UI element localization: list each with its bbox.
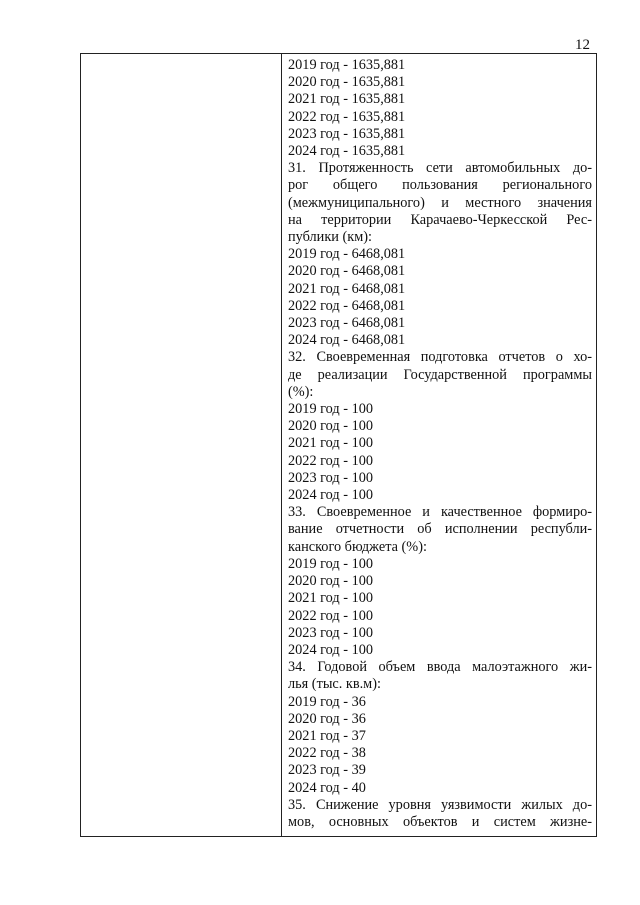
text-line: 2020 год - 36	[288, 710, 366, 727]
text-line: 2021 год - 6468,081	[288, 280, 406, 297]
text-line: де реализации Государственной программы	[288, 366, 592, 383]
text-line: 2019 год - 100	[288, 555, 374, 572]
text-line: 2023 год - 6468,081	[288, 315, 406, 332]
text-line: 2021 год - 100	[288, 435, 374, 452]
text-line: 2019 год - 36	[288, 693, 366, 710]
text-line: 2019 год - 6468,081	[288, 246, 406, 263]
text-line: 2024 год - 100	[288, 487, 374, 504]
table-right-column	[282, 54, 596, 836]
text-line: 2023 год - 1635,881	[288, 125, 406, 142]
text-line: 2022 год - 100	[288, 607, 374, 624]
text-line: мов, основных объектов и систем жизне-	[288, 813, 592, 830]
text-line: 2024 год - 1635,881	[288, 143, 406, 160]
text-line: 2019 год - 100	[288, 401, 374, 418]
text-line: 2021 год - 1635,881	[288, 91, 406, 108]
text-line: 31. Протяженность сети автомобильных до-	[288, 160, 592, 177]
text-line: 2020 год - 6468,081	[288, 263, 406, 280]
text-line: вание отчетности об исполнении республи-	[288, 521, 592, 538]
text-line: (межмуниципального) и местного значения	[288, 194, 592, 211]
text-line: 2023 год - 39	[288, 762, 366, 779]
text-line: 2022 год - 6468,081	[288, 297, 406, 314]
table-left-column	[81, 54, 282, 836]
text-line: рог общего пользования регионального	[288, 177, 592, 194]
text-line: 2023 год - 100	[288, 624, 374, 641]
text-line: публики (км):	[288, 229, 372, 246]
text-line: 2020 год - 100	[288, 573, 374, 590]
text-line: на территории Карачаево-Черкесской Рес-	[288, 211, 592, 228]
text-line: 35. Снижение уровня уязвимости жилых до-	[288, 796, 592, 813]
text-line: 2021 год - 37	[288, 727, 366, 744]
text-line: лья (тыс. кв.м):	[288, 676, 381, 693]
text-line: 2024 год - 40	[288, 779, 366, 796]
text-line: (%):	[288, 383, 314, 400]
text-line: канского бюджета (%):	[288, 538, 427, 555]
text-line: 2023 год - 100	[288, 469, 374, 486]
text-line: 2019 год - 1635,881	[288, 57, 406, 73]
text-line: 2022 год - 1635,881	[288, 108, 406, 125]
text-line: 2022 год - 38	[288, 745, 366, 762]
text-line: 2020 год - 100	[288, 418, 374, 435]
text-line: 2021 год - 100	[288, 590, 374, 607]
text-line: 2024 год - 100	[288, 641, 374, 658]
page-number: 12	[575, 37, 590, 53]
text-line: 33. Своевременное и качественное формиро-	[288, 504, 592, 521]
text-line: 2024 год - 6468,081	[288, 332, 406, 349]
text-line: 32. Своевременная подготовка отчетов о хо-	[288, 349, 592, 366]
text-line: 2022 год - 100	[288, 452, 374, 469]
indicator-table	[80, 53, 597, 837]
text-line: 34. Годовой объем ввода малоэтажного жи-	[288, 659, 592, 676]
text-line: 2020 год - 1635,881	[288, 74, 406, 91]
